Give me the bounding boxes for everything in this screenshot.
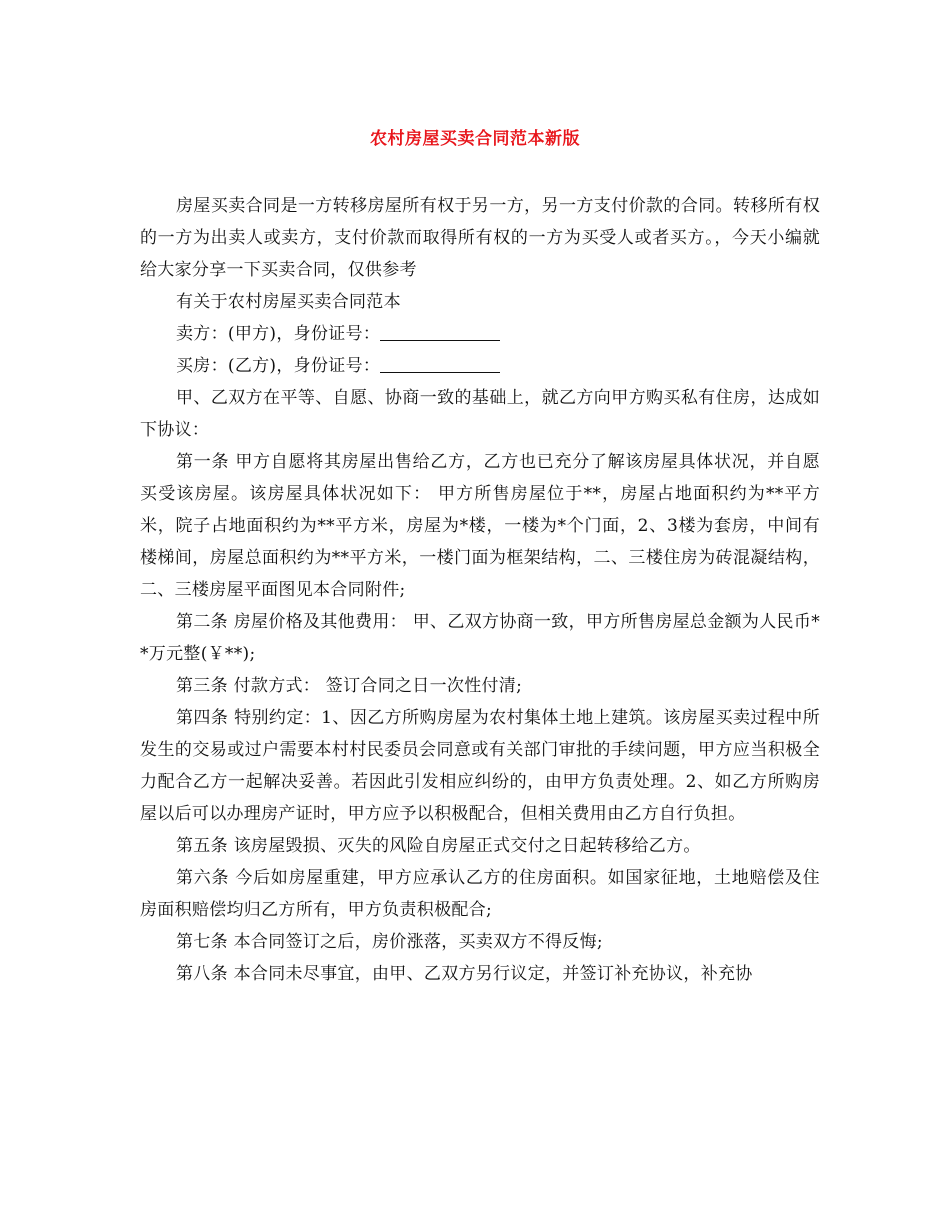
clause-6: 第六条 今后如房屋重建，甲方应承认乙方的住房面积。如国家征地，土地赔偿及住房面积赔偿均归乙方所有，甲方负责积极配合; [140, 868, 820, 920]
document-title: 农村房屋买卖合同范本新版 [370, 129, 580, 149]
clause-8: 第八条 本合同未尽事宜，由甲、乙双方另行议定，并签订补充协议，补充协 [176, 964, 753, 984]
seller-id-blank [380, 324, 500, 341]
buyer-label: 买房：(乙方)，身份证号： [176, 356, 381, 376]
document-body [140, 190, 820, 990]
intro-paragraph: 房屋买卖合同是一方转移房屋所有权于另一方，另一方支付价款的合同。转移所有权的一方为出卖人或卖方，支付价款而取得所有权的一方为买受人或者买方。，今天小编就给大家分享一下买卖合同，仅供参考 [140, 196, 820, 280]
buyer-id-blank [380, 356, 500, 373]
clause-4: 第四条 特别约定：1、因乙方所购房屋为农村集体土地上建筑。该房屋买卖过程中所发生的交易或过户需要本村村民委员会同意或有关部门审批的手续问题，甲方应当积极全力配合乙方一起解决妥善。若因此引发相应纠纷的，由甲方负责处理。2、如乙方所购房屋以后可以办理房产证时，甲方应予以积极配合，但相关费用由乙方自行负担。 [140, 708, 820, 824]
clause-2: 第二条 房屋价格及其他费用： 甲、乙双方协商一致，甲方所售房屋总金额为人民币**万元整(￥**); [140, 612, 820, 664]
clause-3: 第三条 付款方式： 签订合同之日一次性付清; [176, 676, 523, 696]
clause-1: 第一条 甲方自愿将其房屋出售给乙方，乙方也已充分了解该房屋具体状况，并自愿买受该房屋。该房屋具体状况如下： 甲方所售房屋位于**，房屋占地面积约为**平方米，院子占地面积约为**平方米，房屋为*楼，一楼为*个门面，2、3楼为套房，中间有楼梯间，房屋总面积约为**平方米，一楼门面为框架结构，二、三楼住房为砖混凝结构，二、三楼房屋平面图见本合同附件; [140, 452, 820, 600]
agreement-intro: 甲、乙双方在平等、自愿、协商一致的基础上，就乙方向甲方购买私有住房，达成如下协议： [140, 388, 820, 440]
contract-subtitle: 有关于农村房屋买卖合同范本 [176, 292, 401, 312]
seller-line [140, 318, 820, 350]
buyer-line [140, 350, 820, 382]
seller-label: 卖方：(甲方)，身份证号： [176, 324, 381, 344]
clause-5: 第五条 该房屋毁损、灭失的风险自房屋正式交付之日起转移给乙方。 [176, 836, 701, 856]
clause-7: 第七条 本合同签订之后，房价涨落，买卖双方不得反悔; [176, 932, 603, 952]
